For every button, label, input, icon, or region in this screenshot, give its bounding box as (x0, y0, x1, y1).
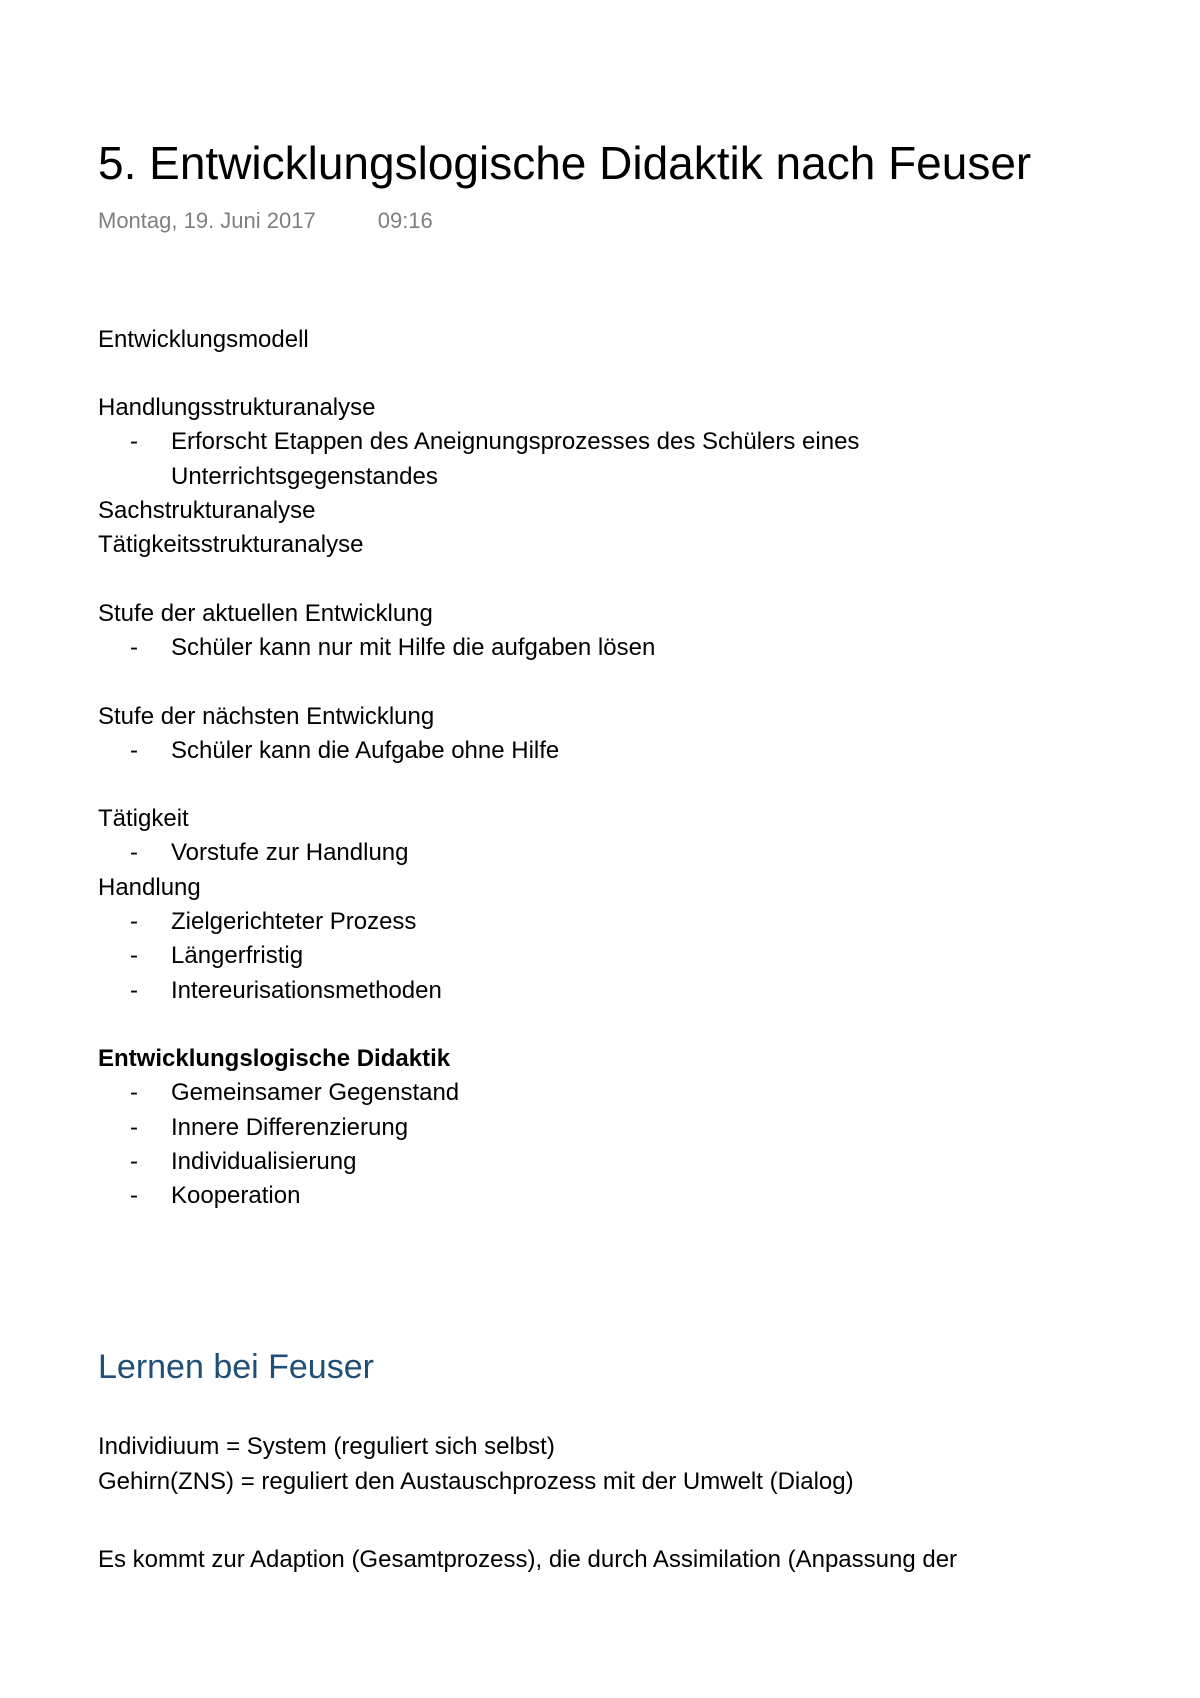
list-item: Vorstufe zur Handlung (171, 839, 409, 866)
bullet-dash: - (130, 942, 138, 969)
list-item: Kooperation (171, 1182, 301, 1209)
note-line: Stufe der aktuellen Entwicklung (98, 600, 433, 627)
bullet-dash: - (130, 1114, 138, 1141)
bullet-dash: - (130, 737, 138, 764)
list-item: Schüler kann die Aufgabe ohne Hilfe (171, 737, 560, 764)
list-item: Erforscht Etappen des Aneignungsprozesses des Schülers eines (171, 428, 860, 455)
bullet-dash: - (130, 908, 138, 935)
list-item: Gemeinsamer Gegenstand (171, 1079, 460, 1106)
bullet-dash: - (130, 1182, 138, 1209)
note-line: Handlungsstrukturanalyse (98, 394, 376, 421)
note-line: Sachstrukturanalyse (98, 497, 316, 524)
note-line: Tätigkeitsstrukturanalyse (98, 531, 364, 558)
bullet-dash: - (130, 1079, 138, 1106)
list-item: Individualisierung (171, 1148, 357, 1175)
note-line: Tätigkeit (98, 805, 189, 832)
cut-off-next-line (0, 1578, 1200, 1590)
list-item: Zielgerichteter Prozess (171, 908, 417, 935)
bullet-dash: - (130, 977, 138, 1004)
bullet-dash: - (130, 1148, 138, 1175)
note-line: Handlung (98, 874, 201, 901)
note-line: Entwicklungsmodell (98, 326, 309, 353)
list-item: Innere Differenzierung (171, 1114, 409, 1141)
note-line: Gehirn(ZNS) = reguliert den Austauschprozess mit der Umwelt (Dialog) (98, 1468, 854, 1495)
bullet-dash: - (130, 839, 138, 866)
note-line: Es kommt zur Adaption (Gesamtprozess), die durch Assimilation (Anpassung der (98, 1546, 958, 1573)
section-heading: Lernen bei Feuser (98, 1348, 374, 1386)
section-heading-bold: Entwicklungslogische Didaktik (98, 1045, 451, 1072)
page-date: Montag, 19. Juni 2017 (98, 208, 316, 233)
page-timestamp (98, 206, 433, 236)
list-item-continuation: Unterrichtsgegenstandes (171, 463, 438, 490)
page-title: 5. Entwicklungslogische Didaktik nach Feuser (98, 137, 1032, 189)
page-time: 09:16 (377, 208, 433, 233)
list-item: Längerfristig (171, 942, 304, 969)
note-line: Stufe der nächsten Entwicklung (98, 703, 435, 730)
bullet-dash: - (130, 634, 138, 661)
bullet-dash: - (130, 428, 138, 455)
list-item: Schüler kann nur mit Hilfe die aufgaben lösen (171, 634, 656, 661)
list-item: Intereurisationsmethoden (171, 977, 442, 1004)
note-line: Individiuum = System (reguliert sich selbst) (98, 1433, 555, 1460)
